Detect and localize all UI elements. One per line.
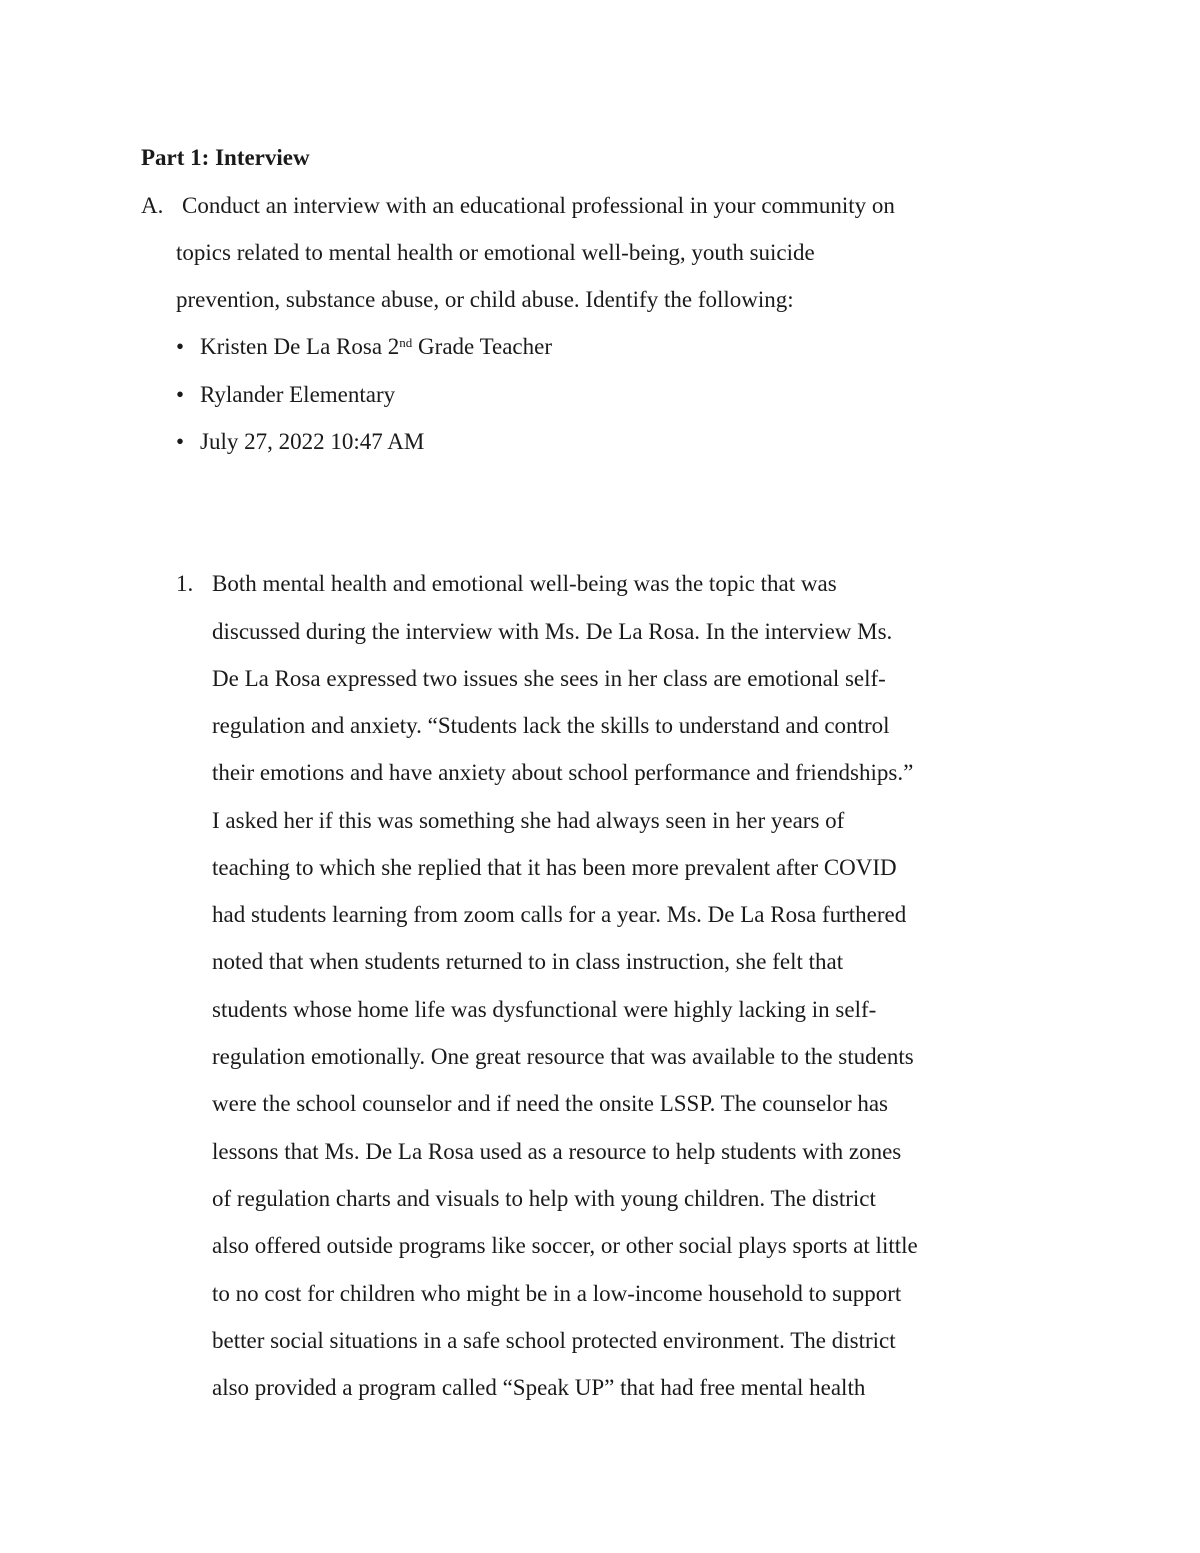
bullet-icon: • <box>176 382 185 407</box>
bullet-date: July 27, 2022 10:47 AM <box>200 429 425 454</box>
section-a-line: topics related to mental health or emotional well-being, youth suicide <box>176 240 815 265</box>
paragraph-line: I asked her if this was something she had always seen in her years of <box>212 808 845 833</box>
paragraph-line: discussed during the interview with Ms. De La Rosa. In the interview Ms. <box>212 619 893 644</box>
paragraph-line: noted that when students returned to in class instruction, she felt that <box>212 949 844 974</box>
paragraph-line: lessons that Ms. De La Rosa used as a resource to help students with zones <box>212 1139 902 1164</box>
interviewee-name: Kristen De La Rosa 2 <box>200 334 400 359</box>
paragraph-line: teaching to which she replied that it has been more prevalent after COVID <box>212 855 897 880</box>
paragraph-line: regulation emotionally. One great resource that was available to the students <box>212 1044 914 1069</box>
section-heading: Part 1: Interview <box>141 145 310 170</box>
paragraph-line: De La Rosa expressed two issues she sees in her class are emotional self- <box>212 666 886 691</box>
paragraph-line: had students learning from zoom calls for a year. Ms. De La Rosa furthered <box>212 902 907 927</box>
bullet-icon: • <box>176 429 185 454</box>
bullet-school: Rylander Elementary <box>200 382 396 407</box>
paragraph-line: to no cost for children who might be in a low-income household to support <box>212 1281 902 1306</box>
item-1-marker: 1. <box>176 571 194 596</box>
paragraph-line: better social situations in a safe school protected environment. The district <box>212 1328 896 1353</box>
interviewee-role: Grade Teacher <box>412 334 553 359</box>
bullet-icon: • <box>176 334 185 359</box>
section-a-line: Conduct an interview with an educational professional in your community on <box>182 193 895 218</box>
bullet-interviewee <box>200 332 552 362</box>
paragraph-line: of regulation charts and visuals to help with young children. The district <box>212 1186 876 1211</box>
section-a-marker: A. <box>141 193 164 218</box>
paragraph-line: their emotions and have anxiety about school performance and friendships.” <box>212 760 914 785</box>
paragraph-line: were the school counselor and if need the onsite LSSP. The counselor has <box>212 1091 889 1116</box>
paragraph-line: Both mental health and emotional well-being was the topic that was <box>212 571 837 596</box>
paragraph-line: students whose home life was dysfunctional were highly lacking in self- <box>212 997 877 1022</box>
ordinal-suffix: nd <box>399 335 413 350</box>
section-a-line: prevention, substance abuse, or child abuse. Identify the following: <box>176 287 794 312</box>
paragraph-line: regulation and anxiety. “Students lack the skills to understand and control <box>212 713 890 738</box>
paragraph-line: also offered outside programs like soccer, or other social plays sports at little <box>212 1233 918 1258</box>
paragraph-line: also provided a program called “Speak UP” that had free mental health <box>212 1375 866 1400</box>
